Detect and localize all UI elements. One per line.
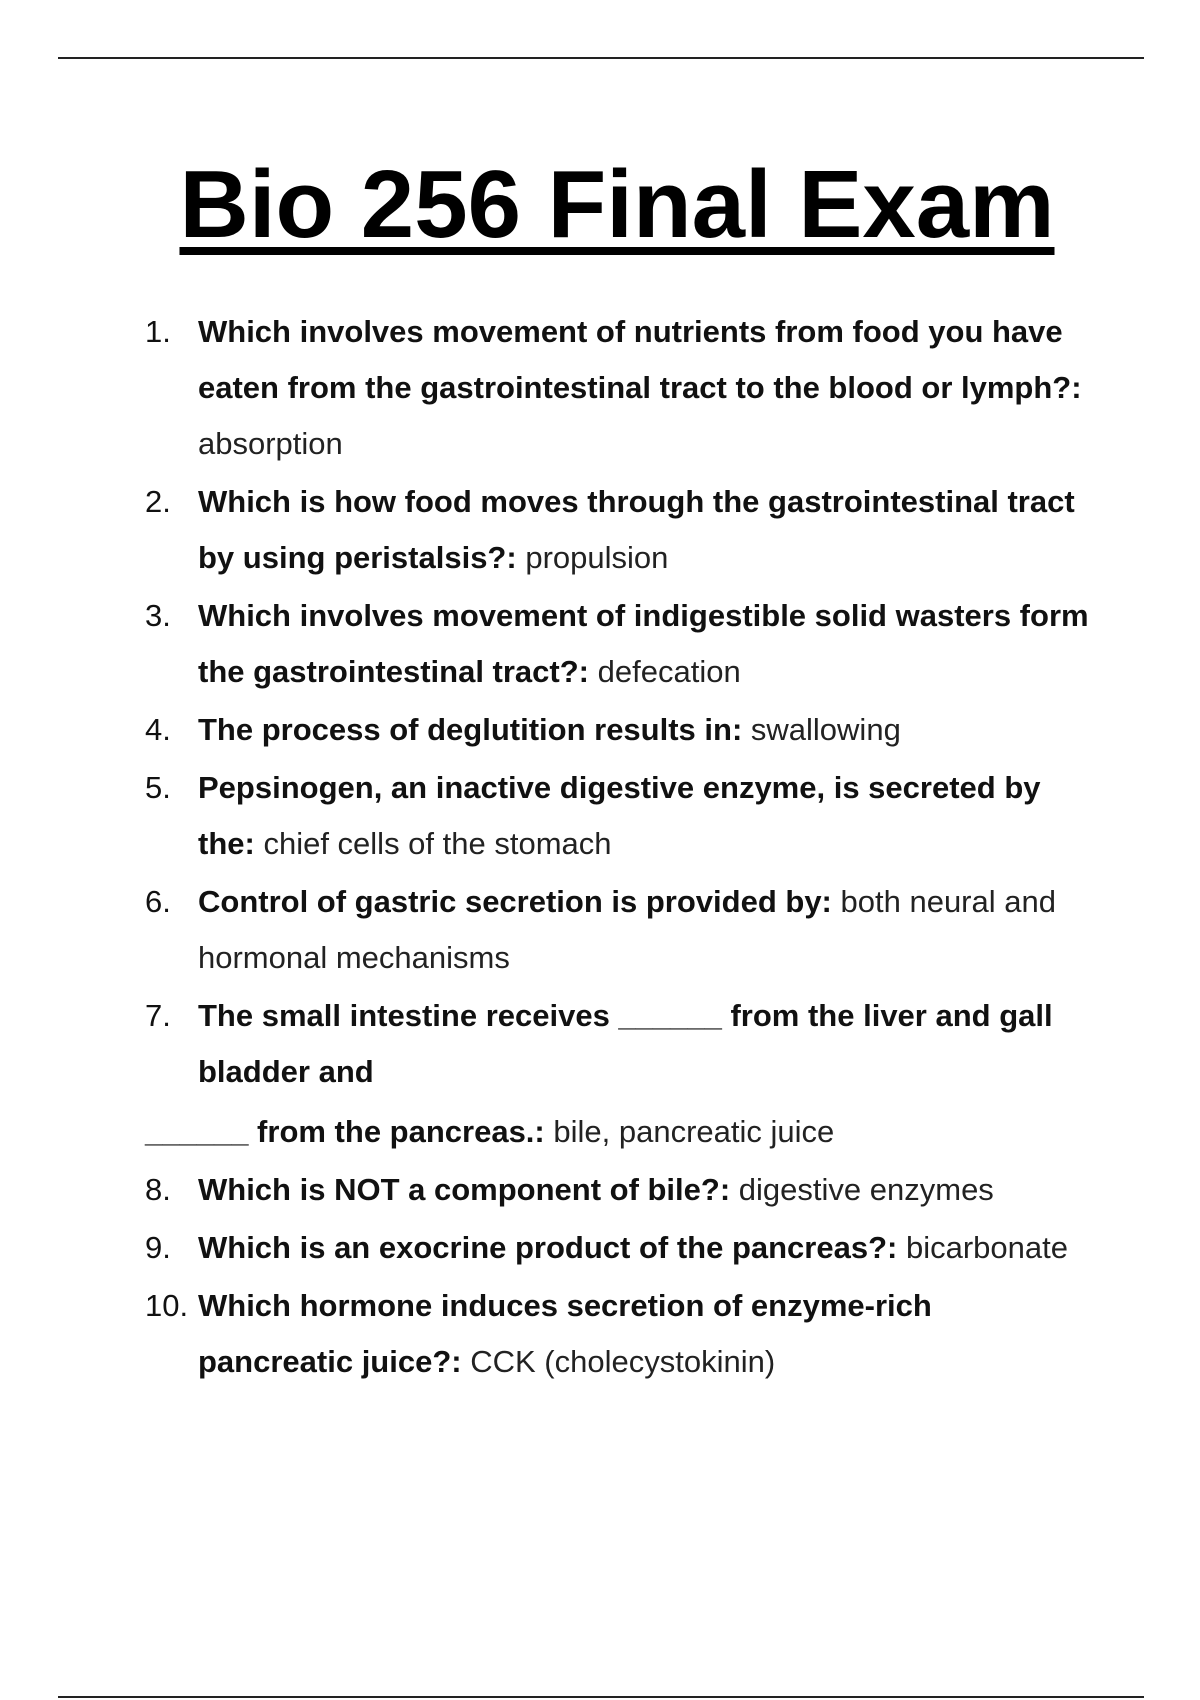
answer-text: both neural and hormonal mechanisms [198,884,1056,975]
question-item [145,1278,1095,1390]
answer-text: bicarbonate [905,1230,1068,1265]
answer-text: CCK (cholecystokinin) [470,1344,776,1379]
question-text: Which is how food moves through the gastrointestinal tract by using peristalsis?: [198,484,1075,575]
question-item [145,702,1095,758]
question-number: 5. [145,770,171,805]
question-number: 8. [145,1172,171,1207]
question-item [145,588,1095,700]
question-text: Which hormone induces secretion of enzyme-rich pancreatic juice?: [198,1288,932,1379]
question-item [145,1162,1095,1218]
question-text: Which is an exocrine product of the pancreas?: [198,1230,898,1265]
question-text: Control of gastric secretion is provided by: [198,884,832,919]
question-number: 7. [145,998,171,1033]
question-number: 10. [145,1288,189,1323]
question-text: Which involves movement of nutrients from food you have eaten from the gastrointestinal tract to the blood or lymph?: [198,314,1082,405]
answer-text: bile, pancreatic juice [553,1114,835,1149]
question-item [145,304,1095,472]
question-text: The small intestine receives ______ from the liver and gall bladder and [198,998,1053,1089]
question-list [145,304,1095,1392]
question-item [145,1220,1095,1276]
question-item [145,760,1095,872]
answer-text: propulsion [525,540,669,575]
question-text: Which is NOT a component of bile?: [198,1172,731,1207]
question-continuation-line [145,1100,1095,1160]
question-text-continued: ______ from the pancreas.: [145,1114,545,1149]
question-number: 4. [145,712,171,747]
answer-text: defecation [597,654,741,689]
page-title: Bio 256 Final Exam [179,151,1055,258]
question-number: 6. [145,884,171,919]
question-item [145,874,1095,986]
bottom-rule [58,1696,1144,1698]
top-rule [58,57,1144,59]
question-number: 9. [145,1230,171,1265]
question-item [145,988,1095,1160]
question-text: Which involves movement of indigestible solid wasters form the gastrointestinal tract?: [198,598,1089,689]
question-text: Pepsinogen, an inactive digestive enzyme, is secreted by the: [198,770,1041,861]
answer-text: digestive enzymes [738,1172,994,1207]
question-number: 1. [145,314,171,349]
answer-text: chief cells of the stomach [263,826,612,861]
answer-text: swallowing [750,712,901,747]
question-number: 2. [145,484,171,519]
question-text: The process of deglutition results in: [198,712,743,747]
question-item [145,474,1095,586]
question-number: 3. [145,598,171,633]
answer-text: absorption [198,426,343,461]
